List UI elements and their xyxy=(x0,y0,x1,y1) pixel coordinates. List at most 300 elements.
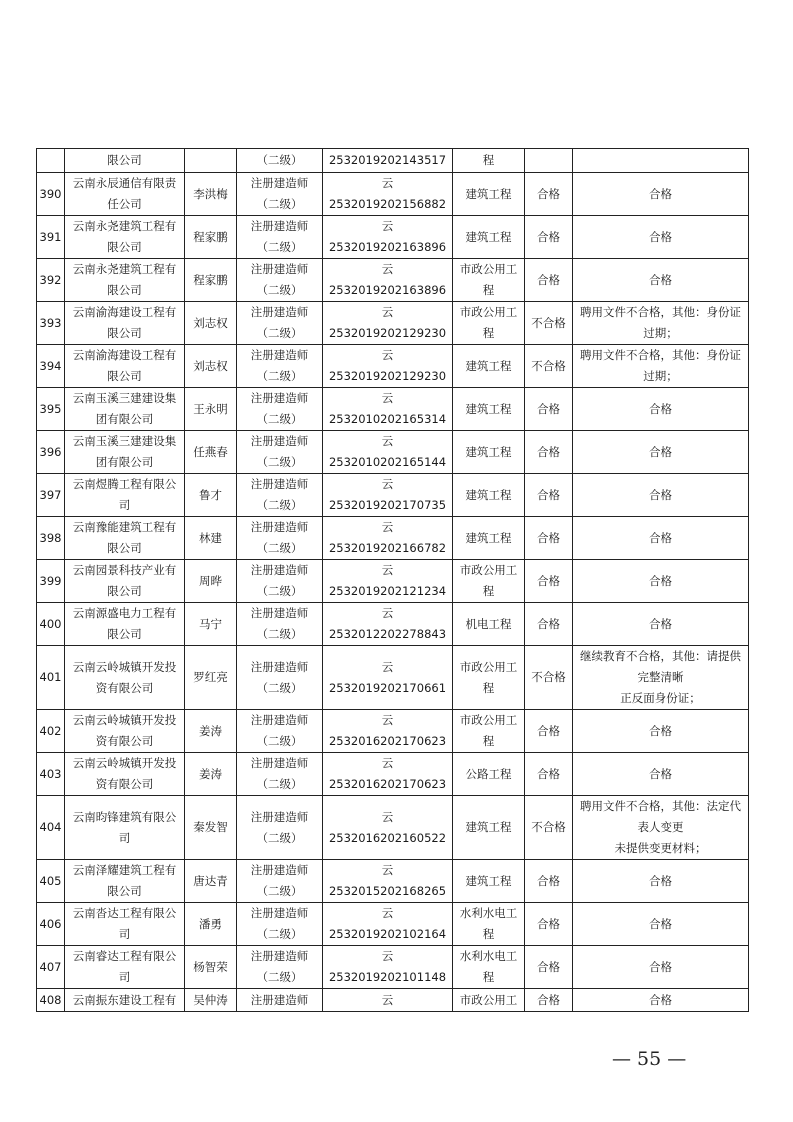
registration-number-text: 云 xyxy=(381,713,394,727)
check-result-cell xyxy=(525,216,573,259)
check-result-cell xyxy=(525,860,573,903)
remark-text: 合格 xyxy=(649,229,672,244)
check-result-cell xyxy=(525,388,573,431)
row-number-text: 392 xyxy=(39,272,62,287)
row-number-text: 400 xyxy=(39,616,62,631)
company-name-text: 司 xyxy=(118,927,131,941)
specialty-text: 程 xyxy=(482,927,495,941)
registration-number-text: 云 xyxy=(381,262,394,276)
certificate-type-text: （二级） xyxy=(256,197,303,211)
check-result-cell xyxy=(525,903,573,946)
table-row xyxy=(37,903,749,946)
remark-text: 合格 xyxy=(649,616,672,631)
registration-number-text: 2532016202160522 xyxy=(328,830,447,845)
row-number-text: 399 xyxy=(39,573,62,588)
person-name-text: 周晔 xyxy=(199,573,222,588)
row-number-text: 401 xyxy=(39,670,62,684)
company-name-cell xyxy=(65,345,185,388)
specialty-text: 建筑工程 xyxy=(465,873,512,888)
remark-cell xyxy=(573,903,749,946)
row-number-cell xyxy=(37,989,65,1012)
certificate-type-text: （二级） xyxy=(256,627,303,641)
registration-number-text: 2532019202121234 xyxy=(328,584,447,598)
person-name-text: 李洪梅 xyxy=(193,186,228,201)
company-name-cell xyxy=(65,860,185,903)
company-name-text: 团有限公司 xyxy=(95,412,154,426)
registration-number-text: 云 xyxy=(381,305,394,319)
remark-text: 聘用文件不合格，其他：身份证过期； xyxy=(580,305,741,340)
person-name-text: 马宁 xyxy=(199,616,222,631)
row-number-cell xyxy=(37,903,65,946)
remark-text: 合格 xyxy=(649,992,672,1007)
remark-cell xyxy=(573,946,749,989)
remark-text: 合格 xyxy=(649,530,672,545)
specialty-text: 建筑工程 xyxy=(465,186,512,201)
company-name-cell xyxy=(65,646,185,710)
company-name-cell xyxy=(65,216,185,259)
certificate-type-text: 注册建造师 xyxy=(250,756,309,770)
registration-number-cell xyxy=(323,517,453,560)
certificate-type-text: 注册建造师 xyxy=(250,949,309,963)
person-name-text: 杨智荣 xyxy=(193,959,228,974)
row-number-cell xyxy=(37,302,65,345)
remark-text: 未提供变更材料； xyxy=(614,841,707,855)
registration-number-text: 2532019202170735 xyxy=(328,498,447,512)
person-name-text: 姜涛 xyxy=(199,723,222,738)
remark-cell xyxy=(573,646,749,710)
company-name-text: 限公司 xyxy=(107,153,142,167)
company-name-text: 云南玉溪三建建设集 xyxy=(72,391,177,405)
certificate-type-cell xyxy=(237,710,323,753)
person-name-text: 林建 xyxy=(199,530,222,545)
person-name-cell xyxy=(185,345,237,388)
check-result-cell xyxy=(525,560,573,603)
company-name-text: 限公司 xyxy=(107,283,142,297)
row-number-text: 393 xyxy=(39,315,62,330)
check-result-cell xyxy=(525,710,573,753)
table-row xyxy=(37,149,749,173)
registration-number-cell xyxy=(323,903,453,946)
company-name-text: 云南源盛电力工程有 xyxy=(72,606,177,620)
check-result-cell xyxy=(525,646,573,710)
specialty-text: 建筑工程 xyxy=(465,444,512,459)
check-result-cell xyxy=(525,149,573,173)
registration-number-cell xyxy=(323,646,453,710)
specialty-cell xyxy=(453,796,525,860)
specialty-text: 程 xyxy=(482,283,495,297)
certificate-type-cell xyxy=(237,603,323,646)
company-name-cell xyxy=(65,560,185,603)
registration-number-cell xyxy=(323,989,453,1012)
company-name-text: 云南豫能建筑工程有 xyxy=(72,520,177,534)
certificate-type-cell xyxy=(237,259,323,302)
registration-number-text: 2532016202170623 xyxy=(328,777,447,791)
certificate-type-cell xyxy=(237,989,323,1012)
registration-number-cell xyxy=(323,796,453,860)
remark-text: 正反面身份证； xyxy=(620,691,701,705)
certificate-type-text: 注册建造师 xyxy=(250,391,309,405)
certificate-type-cell xyxy=(237,474,323,517)
person-name-cell xyxy=(185,216,237,259)
registration-number-text: 云 xyxy=(381,477,394,491)
registration-number-cell xyxy=(323,710,453,753)
specialty-text: 程 xyxy=(482,584,495,598)
specialty-cell xyxy=(453,474,525,517)
remark-cell xyxy=(573,474,749,517)
table-row xyxy=(37,560,749,603)
registration-number-text: 云 xyxy=(381,863,394,877)
registration-number-text: 云 xyxy=(381,434,394,448)
company-name-text: 限公司 xyxy=(107,240,142,254)
certificate-type-cell xyxy=(237,388,323,431)
specialty-cell xyxy=(453,860,525,903)
registration-number-text: 2532019202170661 xyxy=(328,680,447,695)
check-result-cell xyxy=(525,474,573,517)
specialty-text: 市政公用工 xyxy=(459,305,518,319)
row-number-text: 408 xyxy=(39,992,62,1007)
remark-cell xyxy=(573,989,749,1012)
row-number-text: 395 xyxy=(39,401,62,416)
certificate-type-cell xyxy=(237,517,323,560)
check-result-text: 合格 xyxy=(537,916,560,931)
registration-number-text: 云 xyxy=(381,809,394,824)
certificate-type-text: （二级） xyxy=(256,153,303,167)
person-name-cell xyxy=(185,753,237,796)
company-name-cell xyxy=(65,989,185,1012)
person-name-text: 鲁才 xyxy=(199,487,222,502)
person-name-cell xyxy=(185,860,237,903)
table-row xyxy=(37,345,749,388)
person-name-text: 程家鹏 xyxy=(193,272,228,287)
check-result-text: 合格 xyxy=(537,766,560,781)
check-result-text: 合格 xyxy=(537,530,560,545)
specialty-text: 市政公用工 xyxy=(459,262,518,276)
company-name-text: 限公司 xyxy=(107,541,142,555)
row-number-cell xyxy=(37,560,65,603)
roster-table xyxy=(36,148,749,1012)
registration-number-cell xyxy=(323,753,453,796)
registration-number-text: 2532019202163896 xyxy=(328,283,447,297)
certificate-type-text: （二级） xyxy=(256,283,303,297)
person-name-cell xyxy=(185,388,237,431)
specialty-cell xyxy=(453,603,525,646)
table-row xyxy=(37,431,749,474)
company-name-text: 团有限公司 xyxy=(95,455,154,469)
person-name-cell xyxy=(185,560,237,603)
specialty-text: 建筑工程 xyxy=(465,229,512,244)
check-result-cell xyxy=(525,431,573,474)
remark-text: 聘用文件不合格，其他：法定代表人变更 xyxy=(580,799,741,834)
registration-number-cell xyxy=(323,946,453,989)
registration-number-text: 云 xyxy=(381,176,394,190)
specialty-text: 水利水电工 xyxy=(459,949,518,963)
remark-cell xyxy=(573,431,749,474)
registration-number-text: 云 xyxy=(381,906,394,920)
row-number-cell xyxy=(37,517,65,560)
person-name-cell xyxy=(185,946,237,989)
table-body xyxy=(37,149,749,1012)
registration-number-text: 云 xyxy=(381,219,394,233)
table-row xyxy=(37,710,749,753)
remark-cell xyxy=(573,388,749,431)
certificate-type-text: 注册建造师 xyxy=(250,262,309,276)
company-name-text: 任公司 xyxy=(107,197,142,211)
table-row xyxy=(37,860,749,903)
specialty-text: 程 xyxy=(482,734,495,748)
company-name-text: 资有限公司 xyxy=(95,734,154,748)
certificate-type-text: （二级） xyxy=(256,884,303,898)
row-number-text: 396 xyxy=(39,444,62,459)
person-name-text: 姜涛 xyxy=(199,766,222,781)
specialty-text: 程 xyxy=(482,153,495,167)
company-name-cell xyxy=(65,431,185,474)
person-name-text: 任燕春 xyxy=(193,444,228,459)
certificate-type-cell xyxy=(237,860,323,903)
certificate-type-cell xyxy=(237,173,323,216)
person-name-cell xyxy=(185,603,237,646)
remark-text: 合格 xyxy=(649,766,672,781)
row-number-text: 407 xyxy=(39,959,62,974)
table-row xyxy=(37,388,749,431)
person-name-text: 秦发智 xyxy=(193,820,228,834)
certificate-type-text: 注册建造师 xyxy=(250,809,309,824)
company-name-cell xyxy=(65,173,185,216)
certificate-type-text: 注册建造师 xyxy=(250,348,309,362)
remark-cell xyxy=(573,302,749,345)
company-name-cell xyxy=(65,388,185,431)
person-name-cell xyxy=(185,474,237,517)
registration-number-cell xyxy=(323,149,453,173)
certificate-type-text: （二级） xyxy=(256,412,303,426)
row-number-cell xyxy=(37,646,65,710)
check-result-cell xyxy=(525,796,573,860)
certificate-type-cell xyxy=(237,560,323,603)
company-name-text: 限公司 xyxy=(107,369,142,383)
registration-number-cell xyxy=(323,560,453,603)
company-name-text: 限公司 xyxy=(107,627,142,641)
check-result-text: 合格 xyxy=(537,487,560,502)
table-row xyxy=(37,216,749,259)
company-name-cell xyxy=(65,796,185,860)
company-name-text: 云南玉溪三建建设集 xyxy=(72,434,177,448)
specialty-text: 程 xyxy=(482,680,495,695)
table-row xyxy=(37,796,749,860)
registration-number-text: 2532019202143517 xyxy=(328,153,447,167)
table-row xyxy=(37,946,749,989)
specialty-cell xyxy=(453,388,525,431)
certificate-type-cell xyxy=(237,149,323,173)
remark-text: 继续教育不合格，其他：请提供完整清晰 xyxy=(580,649,741,684)
specialty-text: 水利水电工 xyxy=(459,906,518,920)
specialty-text: 程 xyxy=(482,326,495,340)
certificate-type-cell xyxy=(237,646,323,710)
company-name-text: 限公司 xyxy=(107,884,142,898)
certificate-type-text: （二级） xyxy=(256,584,303,598)
company-name-text: 云南云岭城镇开发投 xyxy=(72,756,177,770)
company-name-text: 云南永尧建筑工程有 xyxy=(72,219,177,233)
certificate-type-text: （二级） xyxy=(256,240,303,254)
check-result-text: 不合格 xyxy=(531,358,566,373)
certificate-type-text: 注册建造师 xyxy=(250,563,309,577)
company-name-cell xyxy=(65,517,185,560)
company-name-cell xyxy=(65,603,185,646)
check-result-text: 合格 xyxy=(537,573,560,588)
certificate-type-text: 注册建造师 xyxy=(250,434,309,448)
check-result-cell xyxy=(525,517,573,560)
remark-text: 合格 xyxy=(649,272,672,287)
registration-number-cell xyxy=(323,302,453,345)
certificate-type-text: 注册建造师 xyxy=(250,176,309,190)
company-name-text: 云南云岭城镇开发投 xyxy=(72,659,177,674)
registration-number-cell xyxy=(323,345,453,388)
remark-cell xyxy=(573,259,749,302)
certificate-type-cell xyxy=(237,946,323,989)
check-result-cell xyxy=(525,345,573,388)
company-name-text: 限公司 xyxy=(107,326,142,340)
remark-cell xyxy=(573,560,749,603)
remark-cell xyxy=(573,710,749,753)
certificate-type-text: 注册建造师 xyxy=(250,992,309,1007)
company-name-text: 云南昀锋建筑有限公 xyxy=(72,809,177,824)
registration-number-cell xyxy=(323,431,453,474)
specialty-cell xyxy=(453,149,525,173)
registration-number-text: 2532019202102164 xyxy=(328,927,447,941)
company-name-cell xyxy=(65,903,185,946)
specialty-cell xyxy=(453,345,525,388)
specialty-cell xyxy=(453,946,525,989)
specialty-text: 程 xyxy=(482,970,495,984)
remark-cell xyxy=(573,173,749,216)
person-name-cell xyxy=(185,149,237,173)
check-result-text: 合格 xyxy=(537,272,560,287)
company-name-text: 限公司 xyxy=(107,584,142,598)
row-number-text: 394 xyxy=(39,358,62,373)
company-name-cell xyxy=(65,946,185,989)
table-row xyxy=(37,259,749,302)
row-number-cell xyxy=(37,388,65,431)
row-number-text: 390 xyxy=(39,186,62,201)
check-result-cell xyxy=(525,302,573,345)
registration-number-text: 2532019202166782 xyxy=(328,541,447,555)
table-row xyxy=(37,753,749,796)
specialty-cell xyxy=(453,302,525,345)
certificate-type-cell xyxy=(237,796,323,860)
specialty-cell xyxy=(453,560,525,603)
check-result-cell xyxy=(525,989,573,1012)
certificate-type-text: 注册建造师 xyxy=(250,713,309,727)
person-name-text: 刘志权 xyxy=(193,358,228,373)
company-name-text: 云南睿达工程有限公 xyxy=(72,949,177,963)
certificate-type-text: （二级） xyxy=(256,369,303,383)
company-name-text: 云南永辰通信有限责 xyxy=(72,176,177,190)
specialty-text: 建筑工程 xyxy=(465,358,512,373)
row-number-text: 402 xyxy=(39,723,62,738)
table-row xyxy=(37,517,749,560)
certificate-type-text: （二级） xyxy=(256,498,303,512)
company-name-cell xyxy=(65,149,185,173)
row-number-text: 403 xyxy=(39,766,62,781)
remark-text: 合格 xyxy=(649,873,672,888)
certificate-type-text: （二级） xyxy=(256,455,303,469)
certificate-type-cell xyxy=(237,216,323,259)
row-number-cell xyxy=(37,860,65,903)
certificate-type-text: 注册建造师 xyxy=(250,305,309,319)
specialty-text: 市政公用工 xyxy=(459,992,518,1007)
company-name-text: 资有限公司 xyxy=(95,680,154,695)
registration-number-text: 2532012202278843 xyxy=(328,627,447,641)
specialty-cell xyxy=(453,517,525,560)
registration-number-cell xyxy=(323,216,453,259)
certificate-type-text: 注册建造师 xyxy=(250,659,309,674)
specialty-text: 机电工程 xyxy=(465,616,512,631)
person-name-cell xyxy=(185,796,237,860)
row-number-cell xyxy=(37,474,65,517)
check-result-text: 合格 xyxy=(537,723,560,738)
check-result-text: 不合格 xyxy=(531,670,566,684)
registration-number-text: 云 xyxy=(381,520,394,534)
company-name-text: 司 xyxy=(118,970,131,984)
registration-number-text: 云 xyxy=(381,563,394,577)
page-number: — 55 — xyxy=(612,1048,687,1070)
row-number-text: 404 xyxy=(39,820,62,834)
certificate-type-text: （二级） xyxy=(256,326,303,340)
registration-number-cell xyxy=(323,388,453,431)
row-number-cell xyxy=(37,710,65,753)
row-number-cell xyxy=(37,753,65,796)
specialty-text: 市政公用工 xyxy=(459,563,518,577)
table-row xyxy=(37,173,749,216)
certificate-type-cell xyxy=(237,753,323,796)
registration-number-text: 2532019202129230 xyxy=(328,369,447,383)
company-name-text: 云南泽耀建筑工程有 xyxy=(72,863,177,877)
row-number-cell xyxy=(37,149,65,173)
specialty-cell xyxy=(453,216,525,259)
person-name-cell xyxy=(185,989,237,1012)
specialty-cell xyxy=(453,259,525,302)
registration-number-cell xyxy=(323,259,453,302)
company-name-cell xyxy=(65,302,185,345)
specialty-cell xyxy=(453,710,525,753)
company-name-text: 云南振东建设工程有 xyxy=(72,992,177,1007)
remark-text: 聘用文件不合格，其他：身份证过期； xyxy=(580,348,741,383)
company-name-cell xyxy=(65,474,185,517)
check-result-text: 合格 xyxy=(537,873,560,888)
registration-number-text: 2532016202170623 xyxy=(328,734,447,748)
row-number-cell xyxy=(37,603,65,646)
specialty-text: 建筑工程 xyxy=(465,487,512,502)
specialty-cell xyxy=(453,173,525,216)
company-name-text: 云南煜腾工程有限公 xyxy=(72,477,177,491)
person-name-text: 罗红亮 xyxy=(193,670,228,684)
remark-cell xyxy=(573,753,749,796)
person-name-cell xyxy=(185,517,237,560)
certificate-type-text: （二级） xyxy=(256,927,303,941)
registration-number-text: 云 xyxy=(381,992,394,1007)
row-number-text: 391 xyxy=(39,229,62,244)
certificate-type-text: （二级） xyxy=(256,680,303,695)
certificate-type-cell xyxy=(237,345,323,388)
specialty-text: 建筑工程 xyxy=(465,530,512,545)
company-name-text: 云南园景科技产业有 xyxy=(72,563,177,577)
registration-number-text: 2532015202168265 xyxy=(328,884,447,898)
check-result-text: 合格 xyxy=(537,229,560,244)
company-name-text: 云南沓达工程有限公 xyxy=(72,906,177,920)
company-name-cell xyxy=(65,259,185,302)
check-result-cell xyxy=(525,603,573,646)
specialty-cell xyxy=(453,989,525,1012)
remark-cell xyxy=(573,216,749,259)
certificate-type-text: （二级） xyxy=(256,541,303,555)
